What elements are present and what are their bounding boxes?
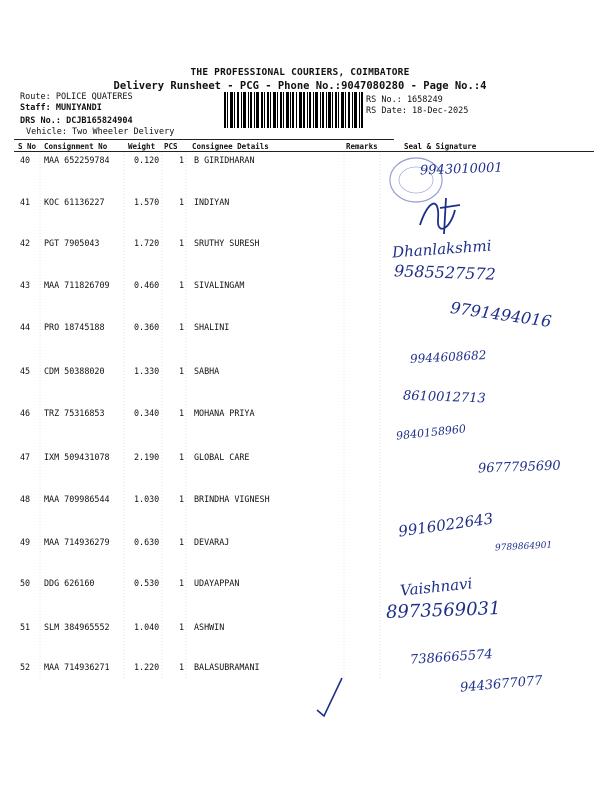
cell-weight: 0.630 — [134, 537, 160, 547]
handwritten-phone: 8610012713 — [402, 388, 486, 407]
cell-pcs: 1 — [179, 408, 185, 418]
cell-sno: 48 — [20, 494, 31, 504]
signature-41-icon — [410, 190, 470, 240]
cell-consignee: SIVALINGAM — [194, 280, 245, 290]
cell-sno: 44 — [20, 322, 31, 332]
handwritten-phone: 9840158960 — [395, 422, 467, 443]
check-mark-icon — [312, 670, 362, 720]
cell-consignee: BRINDHA VIGNESH — [194, 494, 270, 504]
cell-pcs: 1 — [179, 494, 185, 504]
cell-weight: 0.340 — [134, 408, 160, 418]
cell-consignment: MAA 652259784 — [44, 155, 110, 165]
table-row — [0, 280, 600, 298]
cell-pcs: 1 — [179, 622, 185, 632]
cell-consignment: TRZ 75316853 — [44, 408, 105, 418]
cell-consignment: KOC 61136227 — [44, 197, 105, 207]
table-row — [0, 622, 600, 640]
col-header-weight: Weight — [128, 142, 156, 151]
table-row — [0, 408, 600, 426]
table-row — [0, 578, 600, 596]
cell-sno: 42 — [20, 238, 31, 248]
cell-sno: 40 — [20, 155, 31, 165]
staff-line — [20, 103, 102, 114]
vehicle-text: Vehicle: Two Wheeler Delivery — [26, 127, 175, 137]
cell-pcs: 1 — [179, 238, 185, 248]
barcode-graphic — [224, 92, 364, 128]
cell-consignment: PGT 7905043 — [44, 238, 100, 248]
runsheet-subtitle: Delivery Runsheet - PCG - Phone No.:9047080280 - Page No.:4 — [113, 80, 487, 92]
drs-label: DRS No.: — [20, 116, 61, 126]
cell-consignee: UDAYAPPAN — [194, 578, 240, 588]
drs-number: DCJB165824904 — [66, 116, 133, 126]
drs-line — [20, 116, 133, 127]
cell-weight: 1.330 — [134, 366, 160, 376]
cell-weight: 0.120 — [134, 155, 160, 165]
cell-weight: 1.570 — [134, 197, 160, 207]
handwritten-phone: 9789864901 — [494, 540, 553, 554]
cell-consignee: SHALINI — [194, 322, 230, 332]
handwritten-phone: 9791494016 — [449, 298, 553, 331]
cell-sno: 46 — [20, 408, 31, 418]
cell-weight: 0.530 — [134, 578, 160, 588]
cell-weight: 2.190 — [134, 452, 160, 462]
cell-consignee: ASHWIN — [194, 622, 225, 632]
handwritten-phone: 9944608682 — [409, 348, 487, 366]
cell-sno: 43 — [20, 280, 31, 290]
cell-sno: 49 — [20, 537, 31, 547]
handwritten-phone: 8973569031 — [385, 598, 501, 623]
col-header-sno: S No — [18, 142, 37, 151]
cell-consignment: PRO 18745188 — [44, 322, 105, 332]
col-header-remarks: Remarks — [346, 142, 378, 151]
cell-pcs: 1 — [179, 197, 185, 207]
handwritten-phone: 9916022643 — [397, 509, 495, 541]
staff-name: MUNIYANDI — [55, 103, 102, 113]
cell-consignment: IXM 509431078 — [44, 452, 110, 462]
cell-weight: 1.220 — [134, 662, 160, 672]
cell-consignee: SABHA — [194, 366, 220, 376]
cell-sno: 47 — [20, 452, 31, 462]
cell-pcs: 1 — [179, 280, 185, 290]
col-header-pcs: PCS — [164, 142, 178, 151]
document-title: THE PROFESSIONAL COURIERS, COIMBATORE — [190, 67, 410, 78]
cell-weight: 1.030 — [134, 494, 160, 504]
staff-label: Staff: — [20, 103, 51, 113]
col-header-consignment: Consignment No — [44, 142, 108, 151]
table-row — [0, 366, 600, 384]
cell-sno: 52 — [20, 662, 31, 672]
cell-consignee: INDIYAN — [194, 197, 230, 207]
cell-sno: 51 — [20, 622, 31, 632]
cell-pcs: 1 — [179, 366, 185, 376]
cell-weight: 1.720 — [134, 238, 160, 248]
cell-sno: 41 — [20, 197, 31, 207]
handwritten-phone: 9943010001 — [419, 160, 503, 179]
cell-consignment: CDM 50388020 — [44, 366, 105, 376]
route-text: Route: POLICE QUATERES — [20, 92, 133, 102]
cell-consignee: BALASUBRAMANI — [194, 662, 260, 672]
cell-consignment: MAA 711826709 — [44, 280, 110, 290]
cell-weight: 0.460 — [134, 280, 160, 290]
handwritten-phone: 9677795690 — [477, 458, 561, 477]
cell-consignee: SRUTHY SURESH — [194, 238, 260, 248]
table-row — [0, 238, 600, 256]
cell-pcs: 1 — [179, 155, 185, 165]
cell-consignment: MAA 714936271 — [44, 662, 110, 672]
cell-sno: 50 — [20, 578, 31, 588]
rs-number: RS No.: 1658249 — [366, 95, 443, 105]
cell-consignment: MAA 714936279 — [44, 537, 110, 547]
col-header-seal-signature: Seal & Signature — [404, 142, 477, 151]
cell-sno: 45 — [20, 366, 31, 376]
cell-consignee: GLOBAL CARE — [194, 452, 250, 462]
table-row — [0, 494, 600, 512]
cell-pcs: 1 — [179, 452, 185, 462]
col-header-consignee: Consignee Details — [192, 142, 269, 151]
cell-pcs: 1 — [179, 578, 185, 588]
cell-weight: 1.040 — [134, 622, 160, 632]
cell-weight: 0.360 — [134, 322, 160, 332]
cell-consignment: SLM 384965552 — [44, 622, 110, 632]
rs-date: RS Date: 18-Dec-2025 — [366, 106, 469, 116]
handwritten-name: Vaishnavi — [399, 574, 474, 600]
handwritten-phone: 9585527572 — [393, 261, 497, 284]
handwritten-name: Dhanlakshmi — [391, 236, 493, 262]
table-row — [0, 197, 600, 215]
table-row — [0, 155, 600, 173]
cell-pcs: 1 — [179, 662, 185, 672]
cell-pcs: 1 — [179, 322, 185, 332]
cell-consignment: MAA 709986544 — [44, 494, 110, 504]
cell-consignment: DDG 626160 — [44, 578, 95, 588]
cell-consignee: B GIRIDHARAN — [194, 155, 255, 165]
handwritten-phone: 7386665574 — [409, 647, 494, 668]
handwritten-phone: 9443677077 — [459, 673, 544, 696]
cell-consignee: MOHANA PRIYA — [194, 408, 255, 418]
cell-consignee: DEVARAJ — [194, 537, 230, 547]
cell-pcs: 1 — [179, 537, 185, 547]
